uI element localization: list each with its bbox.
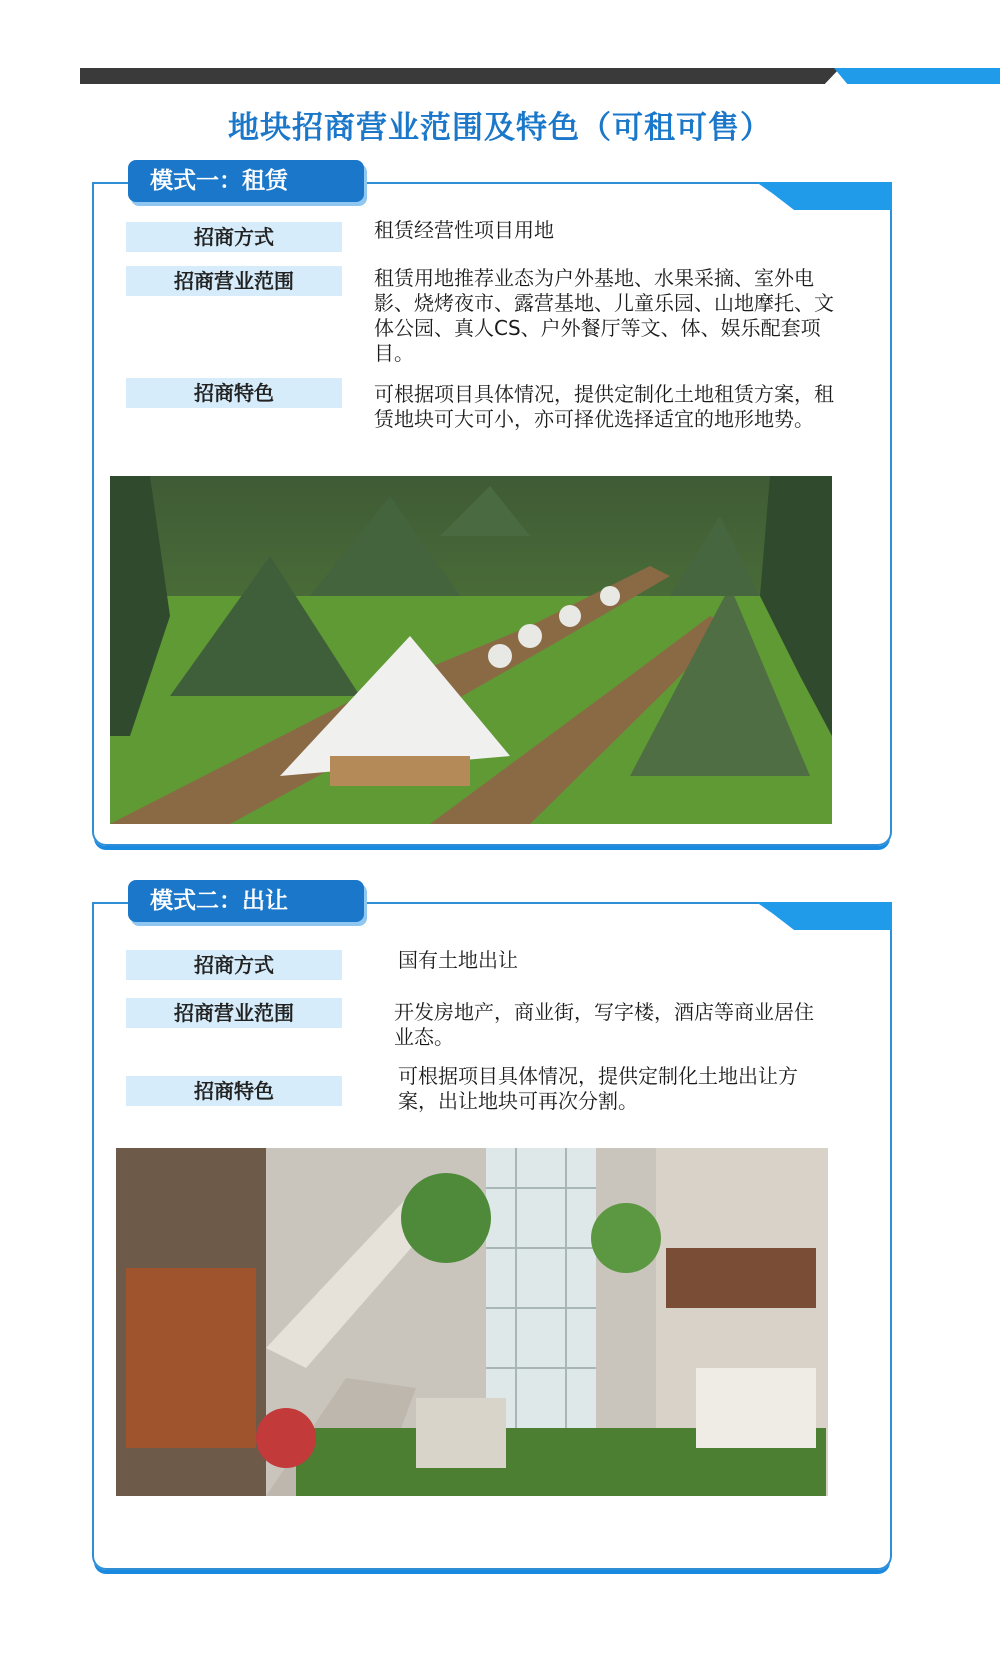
row-label-features: 招商特色 <box>126 378 342 408</box>
section-tab: 模式二：出让 <box>128 880 364 922</box>
page-title: 地块招商营业范围及特色（可租可售） <box>228 110 772 146</box>
row-value-scope: 开发房地产，商业街，写字楼，酒店等商业居住业态。 <box>394 1000 814 1049</box>
section-transfer <box>92 880 892 1570</box>
row-label-method: 招商方式 <box>126 950 342 980</box>
mall-atrium-photo <box>116 1148 828 1496</box>
row-label-scope: 招商营业范围 <box>126 998 342 1028</box>
header-dark-bar <box>80 68 840 84</box>
section-tab: 模式一：租赁 <box>128 160 364 202</box>
row-value-features: 可根据项目具体情况，提供定制化土地租赁方案，租赁地块可大可小，亦可择优选择适宜的地形地势。 <box>374 382 834 431</box>
campsite-photo <box>110 476 832 824</box>
section-lease <box>92 160 892 846</box>
row-value-method: 国有土地出让 <box>398 948 518 972</box>
row-value-scope: 租赁用地推荐业态为户外基地、水果采摘、室外电影、烧烤夜市、露营基地、儿童乐园、山地摩托、文体公园、真人CS、户外餐厅等文、体、娱乐配套项目。 <box>374 266 834 365</box>
row-value-method: 租赁经营性项目用地 <box>374 218 554 242</box>
row-label-features: 招商特色 <box>126 1076 342 1106</box>
header-blue-accent <box>834 68 1000 84</box>
row-label-scope: 招商营业范围 <box>126 266 342 296</box>
row-value-features: 可根据项目具体情况，提供定制化土地出让方案，出让地块可再次分割。 <box>398 1064 798 1113</box>
row-label-method: 招商方式 <box>126 222 342 252</box>
